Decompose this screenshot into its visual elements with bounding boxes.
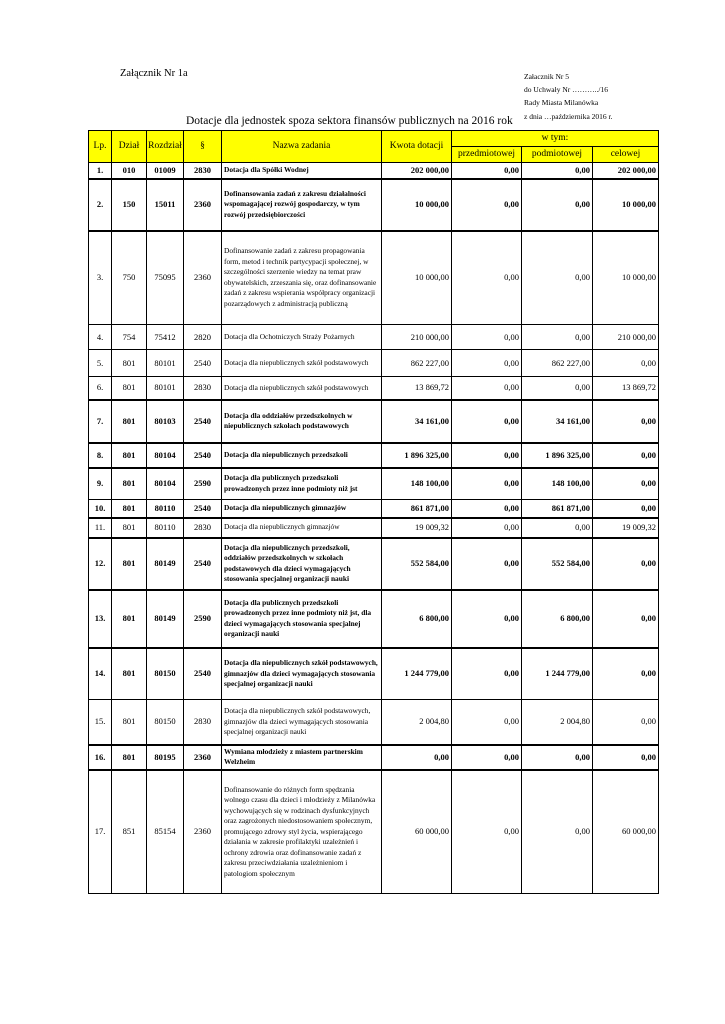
cell-lp: 11. [89,518,112,538]
cell-celowej: 13 869,72 [593,377,659,400]
cell-lp: 4. [89,325,112,350]
cell-rozdzial: 80104 [147,443,184,468]
cell-kwota: 148 100,00 [382,468,452,500]
table-row [89,500,659,518]
cell-dzial: 754 [112,325,147,350]
table-row [89,400,659,443]
cell-nazwa: Dotacja dla niepublicznych gimnazjów [222,518,382,538]
cell-dzial: 801 [112,350,147,377]
cell-celowej: 60 000,00 [593,770,659,894]
cell-podmiotowej: 861 871,00 [522,500,593,518]
cell-kwota: 552 584,00 [382,538,452,590]
cell-celowej: 210 000,00 [593,325,659,350]
table-row [89,770,659,894]
header-przedmiotowej: przedmiotowej [452,147,522,163]
cell-podmiotowej: 0,00 [522,231,593,325]
cell-podmiotowej: 0,00 [522,518,593,538]
resolution-line: Rady Miasta Milanówka [524,98,599,108]
cell-rozdzial: 80149 [147,590,184,648]
table-row [89,745,659,770]
cell-lp: 15. [89,700,112,745]
cell-celowej: 19 009,32 [593,518,659,538]
table-row [89,443,659,468]
cell-lp: 7. [89,400,112,443]
cell-paragraph: 2540 [184,400,222,443]
table-row [89,325,659,350]
cell-paragraph: 2830 [184,700,222,745]
table-row [89,518,659,538]
cell-dzial: 801 [112,468,147,500]
cell-dzial: 851 [112,770,147,894]
cell-celowej: 0,00 [593,745,659,770]
cell-nazwa: Dotacja dla niepublicznych szkół podstawowych, gimnazjów dla dzieci wymagających stosowania specjalnej organizacji nauki [222,700,382,745]
cell-podmiotowej: 1 896 325,00 [522,443,593,468]
cell-rozdzial: 15011 [147,179,184,231]
cell-rozdzial: 80150 [147,700,184,745]
table-row [89,590,659,648]
cell-przedmiotowej: 0,00 [452,700,522,745]
cell-przedmiotowej: 0,00 [452,745,522,770]
cell-podmiotowej: 34 161,00 [522,400,593,443]
cell-nazwa: Dotacja dla publicznych przedszkoli prowadzonych przez inne podmioty niż jst, dla dzieci wymagających stosowania specjalnej organizacji nauki [222,590,382,648]
header-dzial: Dział [112,131,147,163]
cell-lp: 12. [89,538,112,590]
cell-dzial: 801 [112,648,147,700]
cell-przedmiotowej: 0,00 [452,518,522,538]
cell-kwota: 202 000,00 [382,163,452,179]
cell-lp: 6. [89,377,112,400]
cell-kwota: 0,00 [382,745,452,770]
cell-podmiotowej: 2 004,80 [522,700,593,745]
cell-lp: 5. [89,350,112,377]
resolution-reference [524,70,613,123]
header-w-tym: w tym: [452,131,659,147]
cell-przedmiotowej: 0,00 [452,590,522,648]
cell-przedmiotowej: 0,00 [452,163,522,179]
cell-podmiotowej: 552 584,00 [522,538,593,590]
cell-rozdzial: 80150 [147,648,184,700]
cell-paragraph: 2360 [184,179,222,231]
cell-rozdzial: 01009 [147,163,184,179]
header-kwota: Kwota dotacji [382,131,452,163]
cell-rozdzial: 85154 [147,770,184,894]
header-podmiotowej: podmiotowej [522,147,593,163]
cell-rozdzial: 80101 [147,377,184,400]
cell-paragraph: 2540 [184,648,222,700]
cell-lp: 2. [89,179,112,231]
cell-lp: 1. [89,163,112,179]
cell-kwota: 1 896 325,00 [382,443,452,468]
cell-dzial: 801 [112,500,147,518]
cell-podmiotowej: 148 100,00 [522,468,593,500]
cell-dzial: 801 [112,400,147,443]
cell-nazwa: Dofinansowanie zadań z zakresu propagowania form, metod i technik partycypacji społecznej, w szczególności szerzenie wiedzy na temat praw obywatelskich, zrzeszania się, oraz dofinansowanie zadań z zakresu wspierania współpracy organizacji pozarządowych z administracją publiczną [222,231,382,325]
cell-celowej: 10 000,00 [593,231,659,325]
cell-dzial: 801 [112,700,147,745]
cell-rozdzial: 80101 [147,350,184,377]
cell-celowej: 0,00 [593,648,659,700]
cell-nazwa: Dotacja dla niepublicznych przedszkoli [222,443,382,468]
cell-paragraph: 2540 [184,443,222,468]
cell-kwota: 862 227,00 [382,350,452,377]
cell-paragraph: 2590 [184,468,222,500]
cell-podmiotowej: 0,00 [522,377,593,400]
cell-celowej: 0,00 [593,468,659,500]
cell-celowej: 202 000,00 [593,163,659,179]
cell-paragraph: 2540 [184,350,222,377]
cell-dzial: 801 [112,745,147,770]
cell-nazwa: Dofinansowania zadań z zakresu działalności wspomagającej rozwój gospodarczy, w tym rozwój przedsiębiorczości [222,179,382,231]
cell-kwota: 34 161,00 [382,400,452,443]
cell-nazwa: Dotacja dla Ochotniczych Straży Pożarnych [222,325,382,350]
resolution-line: do Uchwały Nr ………../16 [524,85,608,95]
resolution-line: z dnia …października 2016 r. [524,111,613,121]
cell-kwota: 10 000,00 [382,179,452,231]
cell-lp: 3. [89,231,112,325]
cell-przedmiotowej: 0,00 [452,538,522,590]
cell-rozdzial: 80110 [147,500,184,518]
cell-paragraph: 2360 [184,231,222,325]
cell-przedmiotowej: 0,00 [452,443,522,468]
cell-kwota: 13 869,72 [382,377,452,400]
cell-paragraph: 2540 [184,500,222,518]
cell-nazwa: Dotacja dla publicznych przedszkoli prowadzonych przez inne podmioty niż jst [222,468,382,500]
cell-celowej: 0,00 [593,400,659,443]
cell-dzial: 801 [112,538,147,590]
header-nazwa: Nazwa zadania [222,131,382,163]
cell-rozdzial: 80195 [147,745,184,770]
cell-celowej: 0,00 [593,443,659,468]
attachment-label: Załącznik Nr 1a [120,68,188,79]
cell-podmiotowej: 1 244 779,00 [522,648,593,700]
table-row [89,377,659,400]
header-lp: Lp. [89,131,112,163]
cell-kwota: 2 004,80 [382,700,452,745]
cell-lp: 10. [89,500,112,518]
cell-celowej: 0,00 [593,700,659,745]
cell-dzial: 801 [112,377,147,400]
cell-podmiotowej: 0,00 [522,325,593,350]
cell-paragraph: 2820 [184,325,222,350]
table-row [89,538,659,590]
header-paragraph: § [184,131,222,163]
cell-przedmiotowej: 0,00 [452,179,522,231]
cell-paragraph: 2360 [184,770,222,894]
cell-nazwa: Dotacja dla Spółki Wodnej [222,163,382,179]
cell-paragraph: 2590 [184,590,222,648]
cell-nazwa: Dotacja dla niepublicznych szkół podstawowych, gimnazjów dla dzieci wymagających stosowania specjalnej organizacji nauki [222,648,382,700]
header-row [89,131,659,147]
cell-podmiotowej: 6 800,00 [522,590,593,648]
cell-przedmiotowej: 0,00 [452,350,522,377]
cell-paragraph: 2830 [184,518,222,538]
table-row [89,231,659,325]
cell-kwota: 210 000,00 [382,325,452,350]
cell-rozdzial: 75095 [147,231,184,325]
cell-przedmiotowej: 0,00 [452,468,522,500]
cell-kwota: 19 009,32 [382,518,452,538]
table-row [89,350,659,377]
cell-nazwa: Dofinansowanie do różnych form spędzania wolnego czasu dla dzieci i młodzieży z Milanówka wychowujących się w rodzinach dysfunkcyjnych oraz zagrożonych niedostosowaniem społecznym, promującego zdrowy styl życia, wspierającego działania w zakresie profilaktyki uzależnień i ochrony zdrowia oraz dofinansowanie zadań z zakresu przeciwdziałania uzależnieniom i patologiom społecznym [222,770,382,894]
cell-podmiotowej: 862 227,00 [522,350,593,377]
cell-lp: 14. [89,648,112,700]
table-row [89,468,659,500]
header-rozdzial: Rozdział [147,131,184,163]
table-row [89,700,659,745]
cell-kwota: 60 000,00 [382,770,452,894]
cell-przedmiotowej: 0,00 [452,770,522,894]
subsidies-table [88,130,659,894]
table-row [89,163,659,179]
cell-paragraph: 2830 [184,163,222,179]
cell-nazwa: Dotacja dla niepublicznych szkół podstawowych [222,350,382,377]
table-row [89,648,659,700]
cell-dzial: 150 [112,179,147,231]
cell-paragraph: 2540 [184,538,222,590]
cell-przedmiotowej: 0,00 [452,500,522,518]
cell-dzial: 010 [112,163,147,179]
cell-nazwa: Wymiana młodzieży z miastem partnerskim Welzheim [222,745,382,770]
cell-paragraph: 2830 [184,377,222,400]
cell-nazwa: Dotacja dla oddziałów przedszkolnych w niepublicznych szkołach podstawowych [222,400,382,443]
table-row [89,179,659,231]
cell-podmiotowej: 0,00 [522,745,593,770]
cell-przedmiotowej: 0,00 [452,325,522,350]
cell-nazwa: Dotacja dla niepublicznych przedszkoli, oddziałów przedszkolnych w szkołach podstawowych dla dzieci wymagających stosowania specjalnej organizacji nauki [222,538,382,590]
cell-rozdzial: 75412 [147,325,184,350]
cell-celowej: 0,00 [593,350,659,377]
cell-kwota: 10 000,00 [382,231,452,325]
cell-rozdzial: 80110 [147,518,184,538]
cell-lp: 13. [89,590,112,648]
cell-paragraph: 2360 [184,745,222,770]
cell-rozdzial: 80104 [147,468,184,500]
cell-kwota: 1 244 779,00 [382,648,452,700]
cell-celowej: 0,00 [593,500,659,518]
cell-kwota: 861 871,00 [382,500,452,518]
cell-rozdzial: 80103 [147,400,184,443]
cell-celowej: 0,00 [593,590,659,648]
cell-dzial: 801 [112,443,147,468]
cell-lp: 17. [89,770,112,894]
cell-podmiotowej: 0,00 [522,163,593,179]
cell-kwota: 6 800,00 [382,590,452,648]
cell-nazwa: Dotacja dla niepublicznych gimnazjów [222,500,382,518]
cell-lp: 9. [89,468,112,500]
cell-dzial: 801 [112,518,147,538]
cell-przedmiotowej: 0,00 [452,377,522,400]
cell-celowej: 0,00 [593,538,659,590]
cell-nazwa: Dotacja dla niepublicznych szkół podstawowych [222,377,382,400]
cell-lp: 16. [89,745,112,770]
cell-przedmiotowej: 0,00 [452,231,522,325]
cell-przedmiotowej: 0,00 [452,648,522,700]
cell-podmiotowej: 0,00 [522,770,593,894]
cell-celowej: 10 000,00 [593,179,659,231]
page-title: Dotacje dla jednostek spoza sektora finansów publicznych na 2016 rok [186,115,513,127]
cell-rozdzial: 80149 [147,538,184,590]
cell-dzial: 801 [112,590,147,648]
header-celowej: celowej [593,147,659,163]
cell-lp: 8. [89,443,112,468]
cell-przedmiotowej: 0,00 [452,400,522,443]
cell-dzial: 750 [112,231,147,325]
cell-podmiotowej: 0,00 [522,179,593,231]
resolution-line: Załacznik Nr 5 [524,72,569,81]
